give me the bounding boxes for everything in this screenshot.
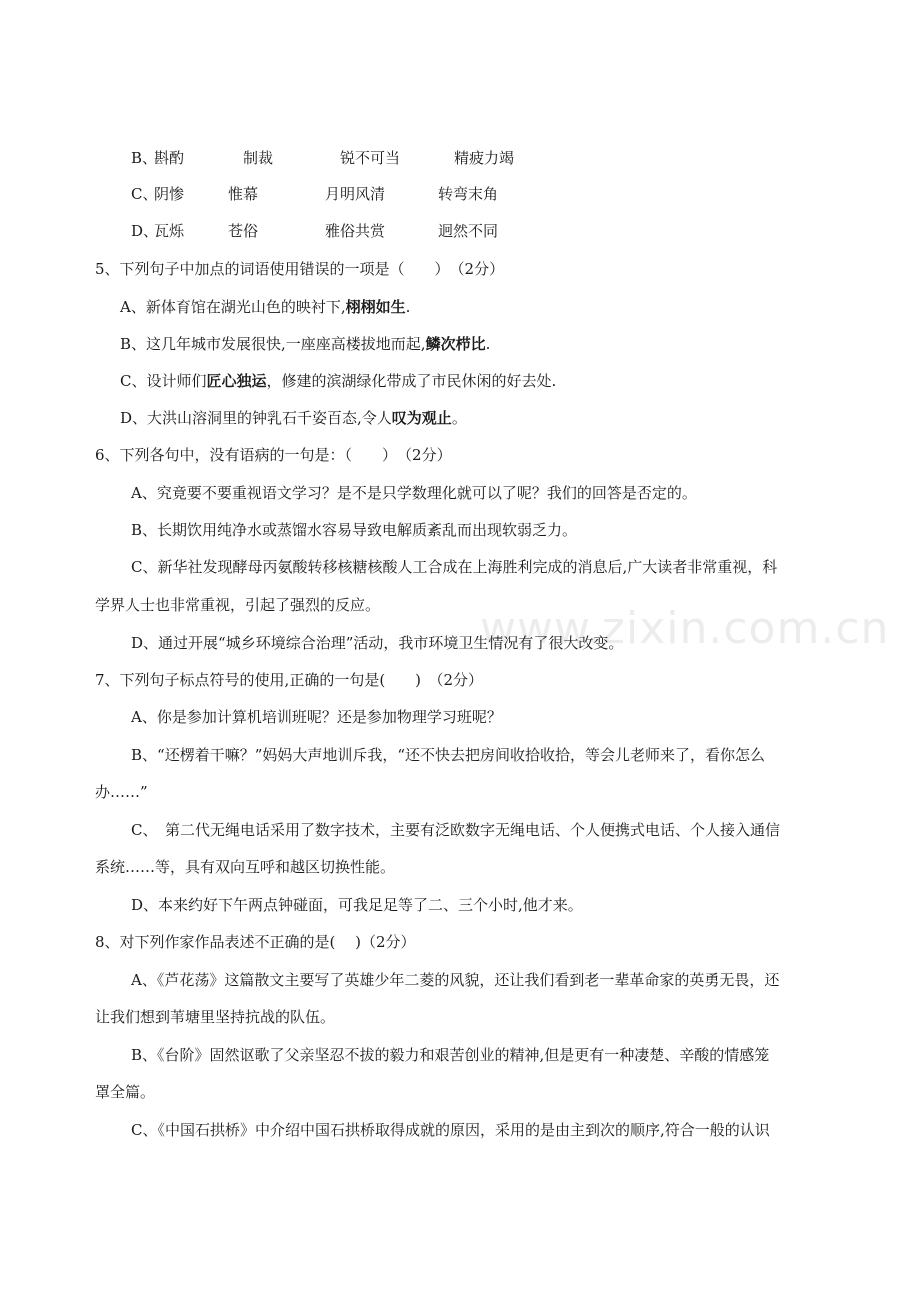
option-text: . (405, 298, 411, 316)
q6-option-c-cont: 学界人士也非常重视，引起了强烈的反应。 (95, 596, 381, 614)
option-word: 惟幕 (228, 185, 259, 203)
q5-option-c (120, 371, 556, 391)
q7-option-a: A、你是参加计算机培训班呢？还是参加物理学习班呢？ (131, 708, 502, 726)
q5-stem: 5、下列句子中加点的词语使用错误的一项是（ ） （2分） (95, 260, 505, 278)
option-letter: D、 (131, 222, 159, 240)
q6-stem: 6、下列各句中，没有语病的一句是：（ ） （2分） (95, 446, 452, 464)
option-text: C、设计师们 (120, 372, 207, 390)
q6-option-a: A、究竟要不要重视语文学习？是不是只学数理化就可以了呢？我们的回答是否定的。 (131, 484, 697, 502)
option-word: 月明风清 (325, 185, 386, 203)
option-word: 转弯末角 (438, 185, 499, 203)
dotted-word: 鳞次栉比 (425, 335, 486, 353)
q7-option-c-cont: 系统……等，具有双向互呼和越区切换性能。 (95, 858, 396, 876)
q5-option-a (120, 297, 410, 317)
q5-option-b (120, 334, 490, 354)
q7-option-d: D、本来约好下午两点钟碰面，可我足足等了二、三个小时,他才来。 (131, 896, 583, 914)
q6-option-d: D、通过开展“城乡环境综合治理”活动，我市环境卫生情况有了很大改变。 (131, 634, 624, 652)
option-word: 精疲力竭 (454, 149, 515, 167)
option-word: 制裁 (243, 149, 274, 167)
option-word: 斟酌 (154, 149, 185, 167)
q7-option-b-cont: 办……” (95, 783, 148, 801)
dotted-word: 栩栩如生 (345, 298, 406, 316)
option-word: 瓦烁 (154, 222, 185, 240)
q8-option-c: C、《中国石拱桥》中介绍中国石拱桥取得成就的原因，采用的是由主到次的顺序,符合一般的认识 (131, 1121, 770, 1139)
option-word: 阴惨 (154, 185, 185, 203)
dotted-word: 叹为观止 (391, 409, 452, 427)
watermark: www.zixin.com.cn (480, 603, 890, 654)
option-text: ，修建的滨湖绿化带成了市民休闲的好去处. (266, 372, 557, 390)
option-word: 锐不可当 (340, 149, 401, 167)
option-text: 。 (451, 409, 467, 427)
q7-option-c: C、 第二代无绳电话采用了数字技术，主要有泛欧数字无绳电话、个人便携式电话、个人接入通信 (131, 821, 780, 839)
option-text: A、新体育馆在湖光山色的映衬下, (120, 298, 346, 316)
option-word: 雅俗共赏 (325, 222, 386, 240)
q8-option-b-cont: 罩全篇。 (95, 1083, 156, 1101)
q6-option-b: B、长期饮用纯净水或蒸馏水容易导致电解质紊乱而出现软弱乏力。 (131, 521, 578, 539)
q8-option-a-cont: 让我们想到苇塘里坚持抗战的队伍。 (95, 1008, 336, 1026)
option-text: . (485, 335, 491, 353)
q6-option-c: C、新华社发现酵母丙氨酸转移核糖核酸人工合成在上海胜利完成的消息后,广大读者非常重视，科 (131, 558, 778, 576)
option-word: 苍俗 (228, 222, 259, 240)
option-text: B、这几年城市发展很快,一座座高楼拔地而起, (120, 335, 426, 353)
q7-option-b: B、“还楞着干嘛？”妈妈大声地训斥我，“还不快去把房间收拾收拾，等会儿老师来了，看你怎么 (131, 746, 766, 764)
option-letter: B、 (131, 149, 158, 167)
q8-stem: 8、对下列作家作品表述不正确的是( )（2分） (95, 933, 416, 951)
q7-stem: 7、下列句子标点符号的使用,正确的一句是( ) （2分） (95, 671, 484, 689)
option-letter: C、 (131, 185, 158, 203)
q8-option-a: A、《芦花荡》这篇散文主要写了英雄少年二菱的风貌，还让我们看到老一辈革命家的英勇无畏，还 (131, 971, 780, 989)
option-text: D、大洪山溶洞里的钟乳石千姿百态,令人 (120, 409, 392, 427)
q8-option-b: B、《台阶》固然讴歌了父亲坚忍不拔的毅力和艰苦创业的精神,但是更有一种凄楚、辛酸的情感笼 (131, 1046, 770, 1064)
dotted-word: 匠心独运 (206, 372, 267, 390)
q5-option-d (120, 408, 467, 428)
option-word: 迥然不同 (438, 222, 499, 240)
